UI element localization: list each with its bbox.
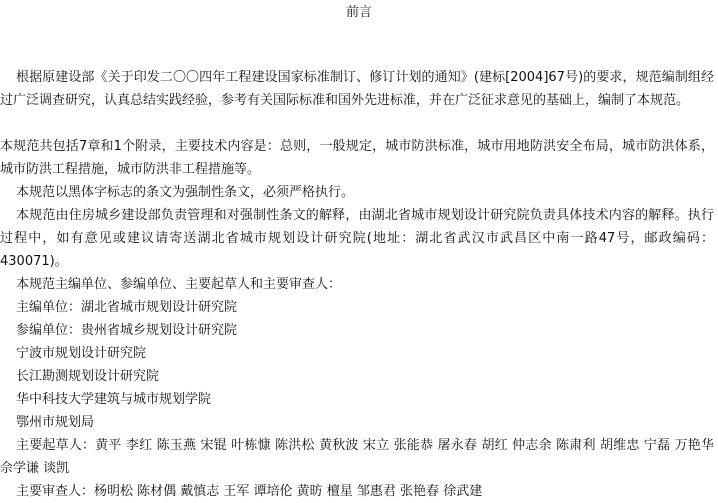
participant-unit: 鄂州市规划局	[16, 415, 95, 430]
participant-unit: 长江勘测规划设计研究院	[16, 369, 160, 384]
page-title: 前言	[345, 5, 372, 20]
paragraph-contents: 本规范共包括7章和1个附录，主要技术内容是：总则，一般规定，城市防洪标准，城市用地防洪安全布局，城市防洪体系，城市防洪工程措施，城市防洪非工程措施等。	[0, 139, 714, 177]
chief-editor-unit: 主编单位：湖北省城市规划设计研究院	[16, 300, 238, 315]
paragraph-management: 本规范由住房城乡建设部负责管理和对强制性条文的解释，由湖北省城市规划设计研究院负责具体技术内容的解释。执行过程中，如有意见或建议请寄送湖北省城市规划设计研究院(地址：湖北省武汉市武昌区中南一路47号，邮政编码：430071)。	[0, 208, 714, 269]
main-drafters: 主要起草人：黄平 李红 陈玉燕 宋锟 叶栋慷 陈洪松 黄秋波 宋立 张能恭 屠永春 胡红 仲志余 陈肃利 胡维忠 宁磊 万艳华 佘学谦 谈凯	[0, 438, 714, 476]
participant-unit: 华中科技大学建筑与城市规划学院	[16, 392, 212, 407]
paragraph-participants-intro: 本规范主编单位、参编单位、主要起草人和主要审查人：	[16, 277, 342, 292]
participant-unit: 参编单位：贵州省城乡规划设计研究院	[16, 323, 238, 338]
paragraph-mandatory: 本规范以黑体字标志的条文为强制性条文，必须严格执行。	[16, 185, 355, 200]
participant-unit: 宁波市规划设计研究院	[16, 346, 147, 361]
paragraph-background: 根据原建设部《关于印发二〇〇四年工程建设国家标准制订、修订计划的通知》(建标[2004]67号)的要求，规范编制组经过广泛调查研究，认真总结实践经验，参考有关国际标准和国外先进标准，并在广泛征求意见的基础上，编制了本规范。	[0, 70, 714, 108]
main-reviewers: 主要审查人：杨明松 陈材偶 戴慎志 王军 谭培伦 黄昉 檀星 邹惠君 张艳春 徐武建	[16, 484, 483, 499]
